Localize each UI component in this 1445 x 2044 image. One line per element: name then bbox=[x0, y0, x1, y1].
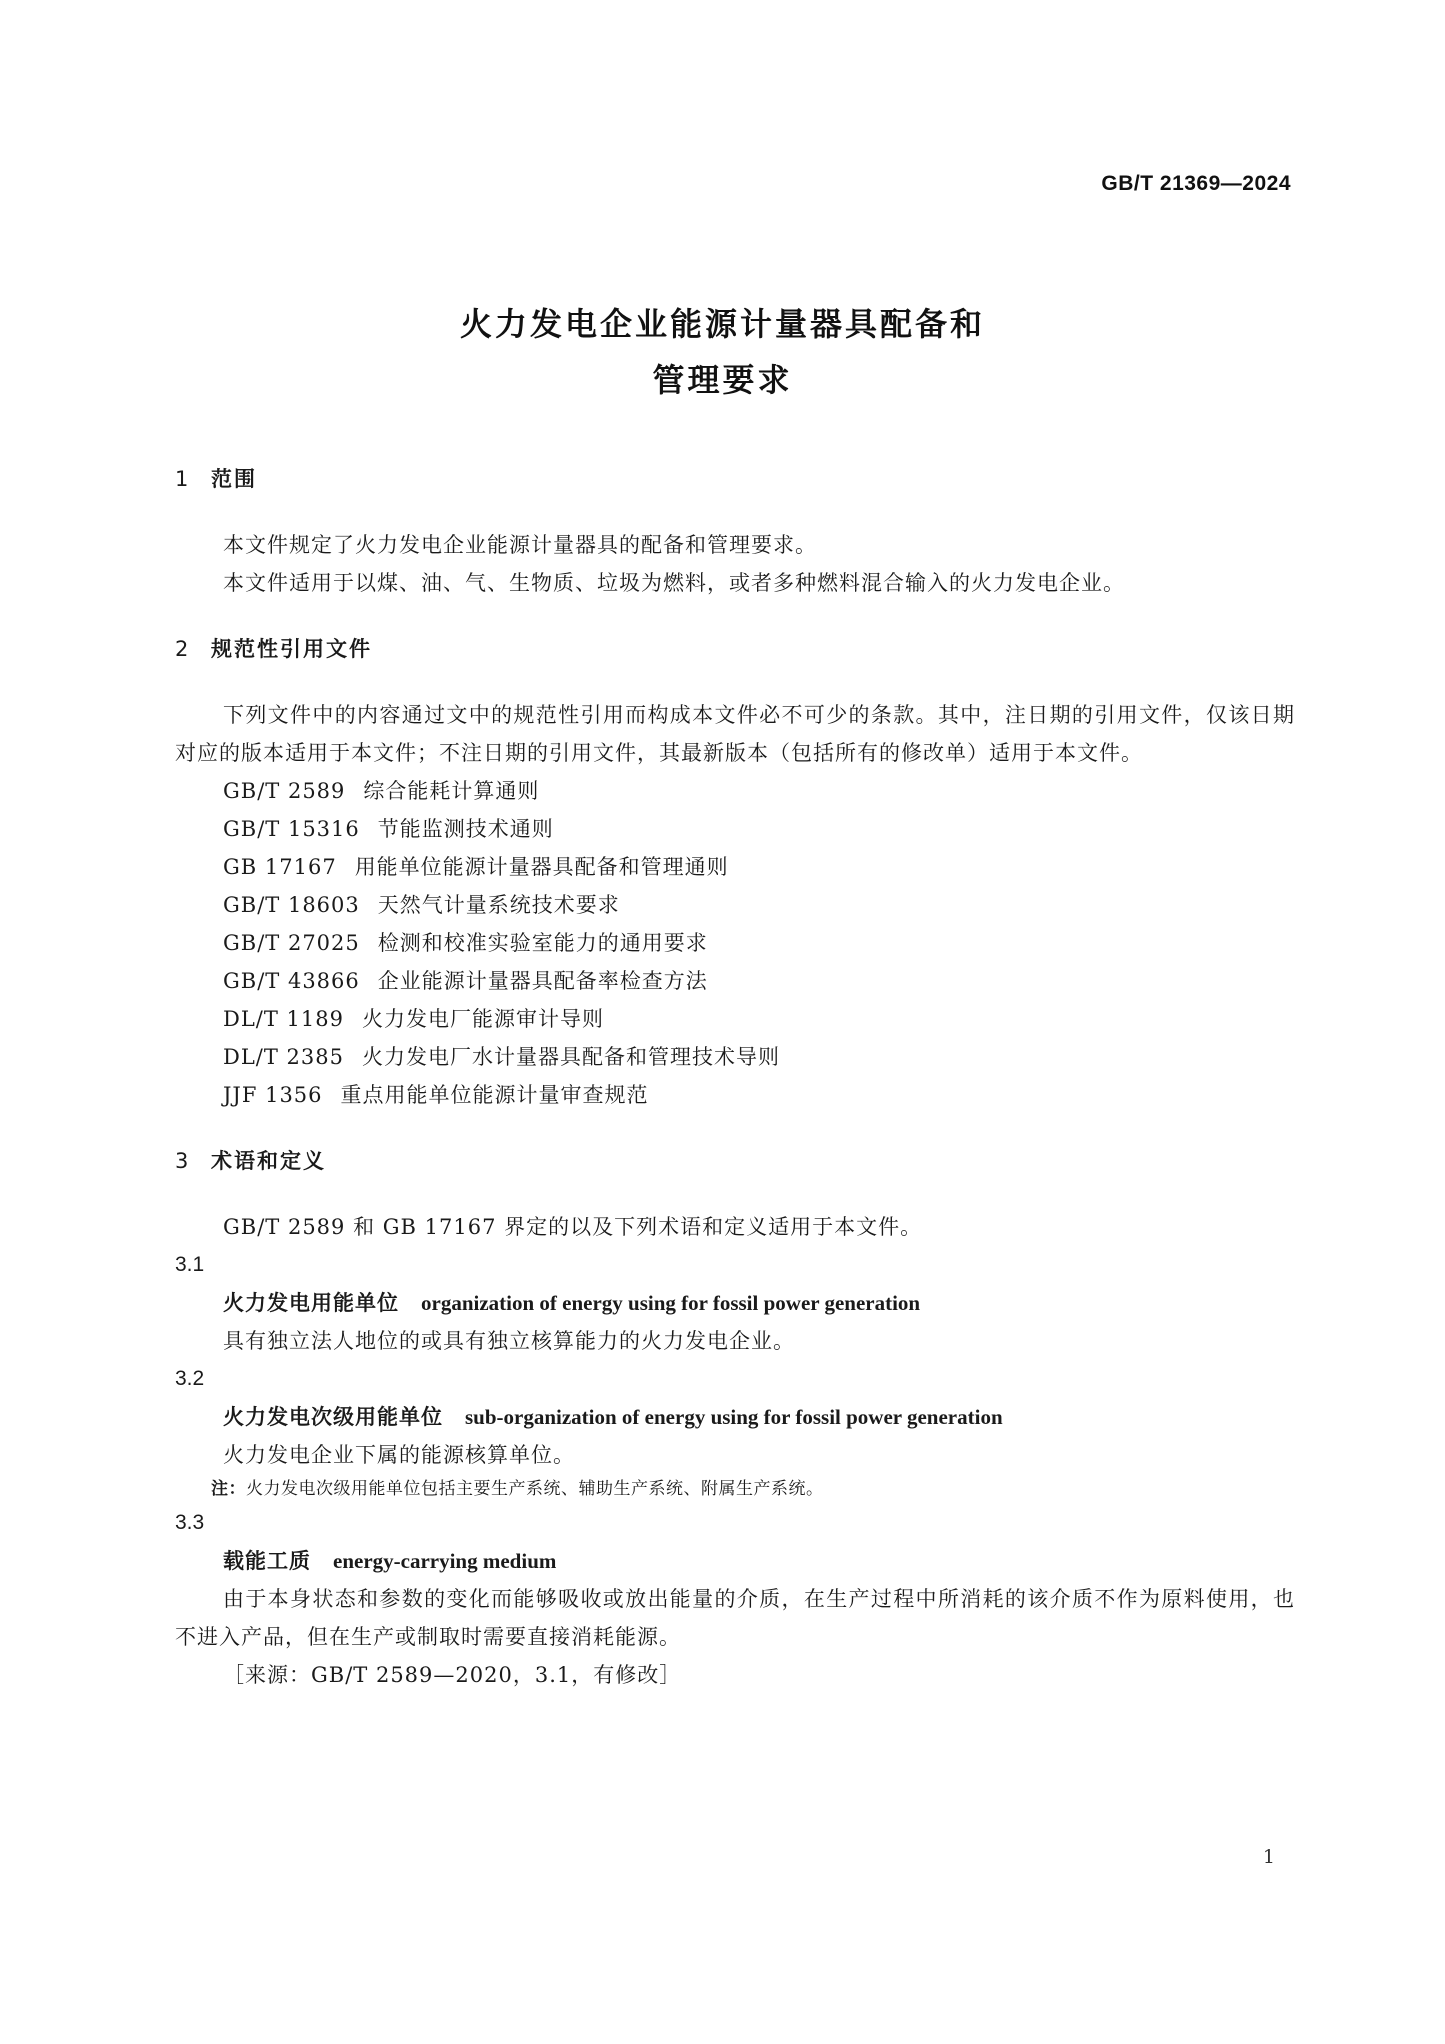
reference-code: GB/T 15316 bbox=[223, 817, 360, 841]
section-number: 2 bbox=[175, 637, 191, 661]
term-number: 3.3 bbox=[175, 1511, 205, 1534]
note-text: 火力发电次级用能单位包括主要生产系统、辅助生产系统、附属生产系统。 bbox=[246, 1479, 824, 1499]
reference-item bbox=[175, 1038, 1295, 1076]
paragraph: 本文件适用于以煤、油、气、生物质、垃圾为燃料，或者多种燃料混合输入的火力发电企业。 bbox=[223, 571, 1125, 595]
reference-item bbox=[175, 924, 1295, 962]
reference-item bbox=[175, 1076, 1295, 1114]
reference-item bbox=[175, 810, 1295, 848]
reference-title: 用能单位能源计量器具配备和管理通则 bbox=[354, 855, 729, 879]
document-title-line-1: 火力发电企业能源计量器具配备和 bbox=[459, 305, 985, 343]
term-name-zh: 火力发电用能单位 bbox=[223, 1291, 399, 1315]
reference-code: GB/T 2589 bbox=[223, 779, 346, 803]
term-name-en: energy-carrying medium bbox=[333, 1549, 557, 1573]
reference-code: JJF 1356 bbox=[223, 1083, 323, 1107]
section-heading-normative-references bbox=[175, 630, 1295, 668]
reference-item bbox=[175, 772, 1295, 810]
reference-code: GB/T 18603 bbox=[223, 893, 360, 917]
reference-title: 火力发电厂能源审计导则 bbox=[361, 1007, 604, 1031]
reference-title: 检测和校准实验室能力的通用要求 bbox=[377, 931, 708, 955]
page-number: 1 bbox=[1262, 1846, 1275, 1868]
term-source: ［来源：GB/T 2589—2020，3.1，有修改］ bbox=[223, 1663, 682, 1687]
term-heading bbox=[175, 1398, 1295, 1436]
term-number: 3.2 bbox=[175, 1367, 205, 1390]
reference-title: 火力发电厂水计量器具配备和管理技术导则 bbox=[361, 1045, 780, 1069]
note-label: 注： bbox=[211, 1479, 246, 1499]
reference-title: 重点用能单位能源计量审查规范 bbox=[340, 1083, 649, 1107]
reference-title: 企业能源计量器具配备率检查方法 bbox=[377, 969, 708, 993]
section-heading-scope bbox=[175, 460, 1295, 498]
reference-code: DL/T 2385 bbox=[223, 1045, 344, 1069]
section-title: 术语和定义 bbox=[211, 1149, 326, 1173]
document-body bbox=[175, 460, 1295, 1694]
reference-item bbox=[175, 848, 1295, 886]
reference-item bbox=[175, 962, 1295, 1000]
section-heading-terms bbox=[175, 1142, 1295, 1180]
document-title bbox=[0, 296, 1445, 408]
paragraph: 本文件规定了火力发电企业能源计量器具的配备和管理要求。 bbox=[223, 533, 817, 557]
section-title: 范围 bbox=[211, 467, 257, 491]
document-title-line-2: 管理要求 bbox=[652, 361, 793, 399]
reference-code: GB/T 43866 bbox=[223, 969, 360, 993]
term-definition: 由于本身状态和参数的变化而能够吸收或放出能量的介质，在生产过程中所消耗的该介质不作为原料使用，也不进入产品，但在生产或制取时需要直接消耗能源。 bbox=[175, 1587, 1295, 1649]
term-definition: 火力发电企业下属的能源核算单位。 bbox=[223, 1443, 575, 1467]
reference-title: 综合能耗计算通则 bbox=[363, 779, 540, 803]
term-name-zh: 载能工质 bbox=[223, 1549, 311, 1573]
term-note bbox=[175, 1474, 1295, 1504]
paragraph: 下列文件中的内容通过文中的规范性引用而构成本文件必不可少的条款。其中，注日期的引用文件，仅该日期对应的版本适用于本文件；不注日期的引用文件，其最新版本（包括所有的修改单）适用于本文件。 bbox=[175, 703, 1295, 765]
standard-number: GB/T 21369—2024 bbox=[1101, 172, 1291, 195]
section-title: 规范性引用文件 bbox=[211, 637, 372, 661]
reference-code: GB 17167 bbox=[223, 855, 337, 879]
reference-title: 节能监测技术通则 bbox=[377, 817, 554, 841]
reference-item bbox=[175, 1000, 1295, 1038]
paragraph: GB/T 2589 和 GB 17167 界定的以及下列术语和定义适用于本文件。 bbox=[223, 1215, 923, 1239]
reference-item bbox=[175, 886, 1295, 924]
reference-code: DL/T 1189 bbox=[223, 1007, 344, 1031]
term-heading bbox=[175, 1284, 1295, 1322]
section-number: 3 bbox=[175, 1149, 191, 1173]
reference-title: 天然气计量系统技术要求 bbox=[377, 893, 620, 917]
term-number: 3.1 bbox=[175, 1253, 205, 1276]
reference-code: GB/T 27025 bbox=[223, 931, 360, 955]
term-name-zh: 火力发电次级用能单位 bbox=[223, 1405, 443, 1429]
term-name-en: sub-organization of energy using for fossil power generation bbox=[465, 1405, 1003, 1429]
term-name-en: organization of energy using for fossil power generation bbox=[421, 1291, 921, 1315]
term-heading bbox=[175, 1542, 1295, 1580]
term-definition: 具有独立法人地位的或具有独立核算能力的火力发电企业。 bbox=[223, 1329, 795, 1353]
section-number: 1 bbox=[175, 467, 191, 491]
